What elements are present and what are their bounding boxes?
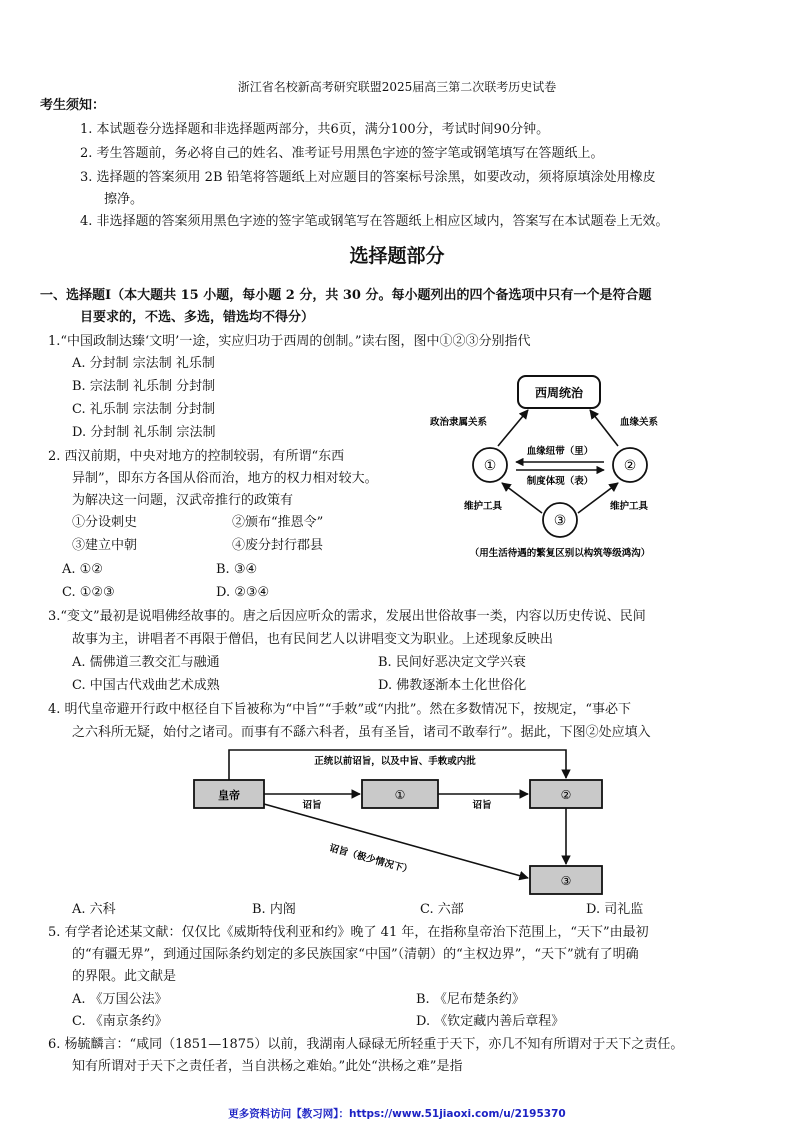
- question-2-stem: 为解决这一问题，汉武帝推行的政策有: [72, 493, 294, 508]
- notice-item: 1. 本试题卷分选择题和非选择题两部分，共6页，满分100分，考试时间90分钟。: [80, 122, 550, 137]
- footer-link[interactable]: 更多资料访问【教习网】：https://www.51jiaoxi.com/u/2195370: [228, 1108, 566, 1120]
- question-6-stem: 知有所谓对于天下之责任者，当自洪杨之难始。”此处“洪杨之难”是指: [72, 1059, 463, 1074]
- question-1-option-d: D. 分封制 礼乐制 宗法制: [72, 425, 216, 440]
- section-title: 选择题部分: [349, 245, 445, 267]
- question-2-stem: 2. 西汉前期，中央对地方的控制较弱，有所谓“东西: [48, 449, 345, 464]
- tool-label-right: 维护工具: [610, 501, 649, 512]
- box-1-label: ①: [394, 788, 406, 802]
- question-5-stem: 5. 有学者论述某文献：仅仅比《威斯特伐利亚和约》晚了 41 年，在指称皇帝治下范围上，“天下”由最初: [48, 925, 649, 940]
- box-3-label: ③: [560, 874, 572, 888]
- notice-item: 3. 选择题的答案须用 2B 铅笔将答题纸上对应题目的答案标号涂黑，如要改动，须将原填涂处用橡皮: [80, 170, 656, 185]
- emperor-label: 皇帝: [218, 789, 240, 802]
- question-3-option-a: A. 儒佛道三教交汇与融通: [72, 655, 220, 670]
- question-6-stem: 6. 杨毓麟言：“咸同（1851—1875）以前，我湖南人碌碌无所轻重于天下，亦几不知有所谓对于天下之责任。: [48, 1037, 684, 1052]
- question-3-option-c: C. 中国古代戏曲艺术成熟: [72, 678, 220, 693]
- zhou-rule-label: 西周统治: [534, 386, 584, 400]
- question-1-stem: 1.“中国政制达臻‘文明’一途，实应归功于西周的创制。”读右图，图中①②③分别指代: [48, 334, 531, 349]
- question-3-stem: 3.“变文”最初是说唱佛经故事的。唐之后因应听众的需求，发展出世俗故事一类，内容以历史传说、民间: [48, 609, 646, 624]
- question-5-option-a: A. 《万国公法》: [72, 992, 168, 1007]
- edict-label-2: 诏旨: [472, 800, 492, 811]
- question-1-option-c: C. 礼乐制 宗法制 分封制: [72, 402, 216, 417]
- ming-edict-flow-diagram: [190, 742, 610, 902]
- question-4-stem: 4. 明代皇帝避开行政中枢径自下旨被称为“中旨”“手敕”或“内批”。然在多数情况下，按规定，“事必下: [48, 702, 632, 717]
- question-2-stem: 异制”，即东方各国从俗而治，地方的权力相对较大。: [72, 471, 378, 486]
- question-5-option-c: C. 《南京条约》: [72, 1014, 168, 1029]
- question-3-option-d: D. 佛教逐渐本土化世俗化: [378, 678, 527, 693]
- box-2-label: ②: [560, 788, 572, 802]
- question-4-option-b: B. 内阁: [252, 902, 296, 917]
- question-4-option-a: A. 六科: [72, 902, 116, 917]
- notice-item: 擦净。: [104, 192, 144, 207]
- arrow-label-outer: 制度体现（表）: [526, 476, 594, 487]
- western-zhou-diagram: [420, 370, 710, 570]
- question-1-option-b: B. 宗法制 礼乐制 分封制: [72, 379, 216, 394]
- edict-label-1: 诏旨: [302, 800, 322, 811]
- diagram-caption: （用生活待遇的繁复区别以构筑等级鸿沟）: [469, 548, 651, 559]
- part-instructions: 一、选择题Ⅰ（本大题共 15 小题，每小题 2 分，共 30 分。每小题列出的四个备选项中只有一个是符合题: [40, 288, 652, 303]
- edge-label-blood: 血缘关系: [620, 417, 659, 428]
- notice-title: 考生须知：: [40, 98, 106, 113]
- question-2-option-a: A. ①②: [62, 562, 103, 577]
- question-2-option-d: D. ②③④: [216, 585, 270, 600]
- edge-label-political: 政治隶属关系: [430, 417, 488, 428]
- question-3-stem: 故事为主，讲唱者不再限于僧侣，也有民间艺人以讲唱变文为职业。上述现象反映出: [72, 632, 554, 647]
- question-4-stem: 之六科所无疑，始付之诸司。而事有不繇六科者，虽有圣旨，诸司不敢奉行”。据此，下图②处应填入: [72, 725, 651, 740]
- question-2-item-3: ③建立中朝: [72, 538, 138, 553]
- node-1-label: ①: [483, 458, 497, 474]
- question-4-option-c: C. 六部: [420, 902, 464, 917]
- question-5-stem: 的界限。此文献是: [72, 969, 177, 984]
- question-5-stem: 的“有疆无界”，到通过国际条约划定的多民族国家“中国”（清朝）的“主权边界”，“天下”就有了明确: [72, 947, 639, 962]
- arrow-label-inner: 血缘纽带（里）: [526, 446, 594, 457]
- question-2-item-2: ②颁布“推恩令”: [232, 515, 324, 530]
- question-2-option-b: B. ③④: [216, 562, 258, 577]
- node-3-label: ③: [553, 513, 567, 529]
- notice-item: 4. 非选择题的答案须用黑色字迹的签字笔或钢笔写在答题纸上相应区域内，答案写在本试题卷上无效。: [80, 214, 669, 229]
- notice-item: 2. 考生答题前，务必将自己的姓名、准考证号用黑色字迹的签字笔或钢笔填写在答题纸上。: [80, 146, 604, 161]
- question-5-option-d: D. 《钦定藏内善后章程》: [416, 1014, 565, 1029]
- question-2-option-c: C. ①②③: [62, 585, 115, 600]
- top-path-label: 正统以前诏旨，以及中旨、手敕或内批: [314, 756, 476, 767]
- tool-label-left: 维护工具: [464, 501, 503, 512]
- part-instructions: 目要求的，不选、多选，错选均不得分）: [80, 310, 315, 325]
- question-5-option-b: B. 《尼布楚条约》: [416, 992, 525, 1007]
- paper-header-title: 浙江省名校新高考研究联盟2025届高三第二次联考历史试卷: [237, 80, 557, 94]
- question-4-option-d: D. 司礼监: [586, 902, 644, 917]
- question-2-item-4: ④废分封行郡县: [232, 538, 324, 553]
- question-3-option-b: B. 民间好恶决定文学兴衰: [378, 655, 526, 670]
- node-2-label: ②: [623, 458, 637, 474]
- diagonal-path-label: 诏旨（极少情况下）: [328, 842, 414, 877]
- question-1-option-a: A. 分封制 宗法制 礼乐制: [72, 356, 215, 371]
- question-2-item-1: ①分设刺史: [72, 515, 138, 530]
